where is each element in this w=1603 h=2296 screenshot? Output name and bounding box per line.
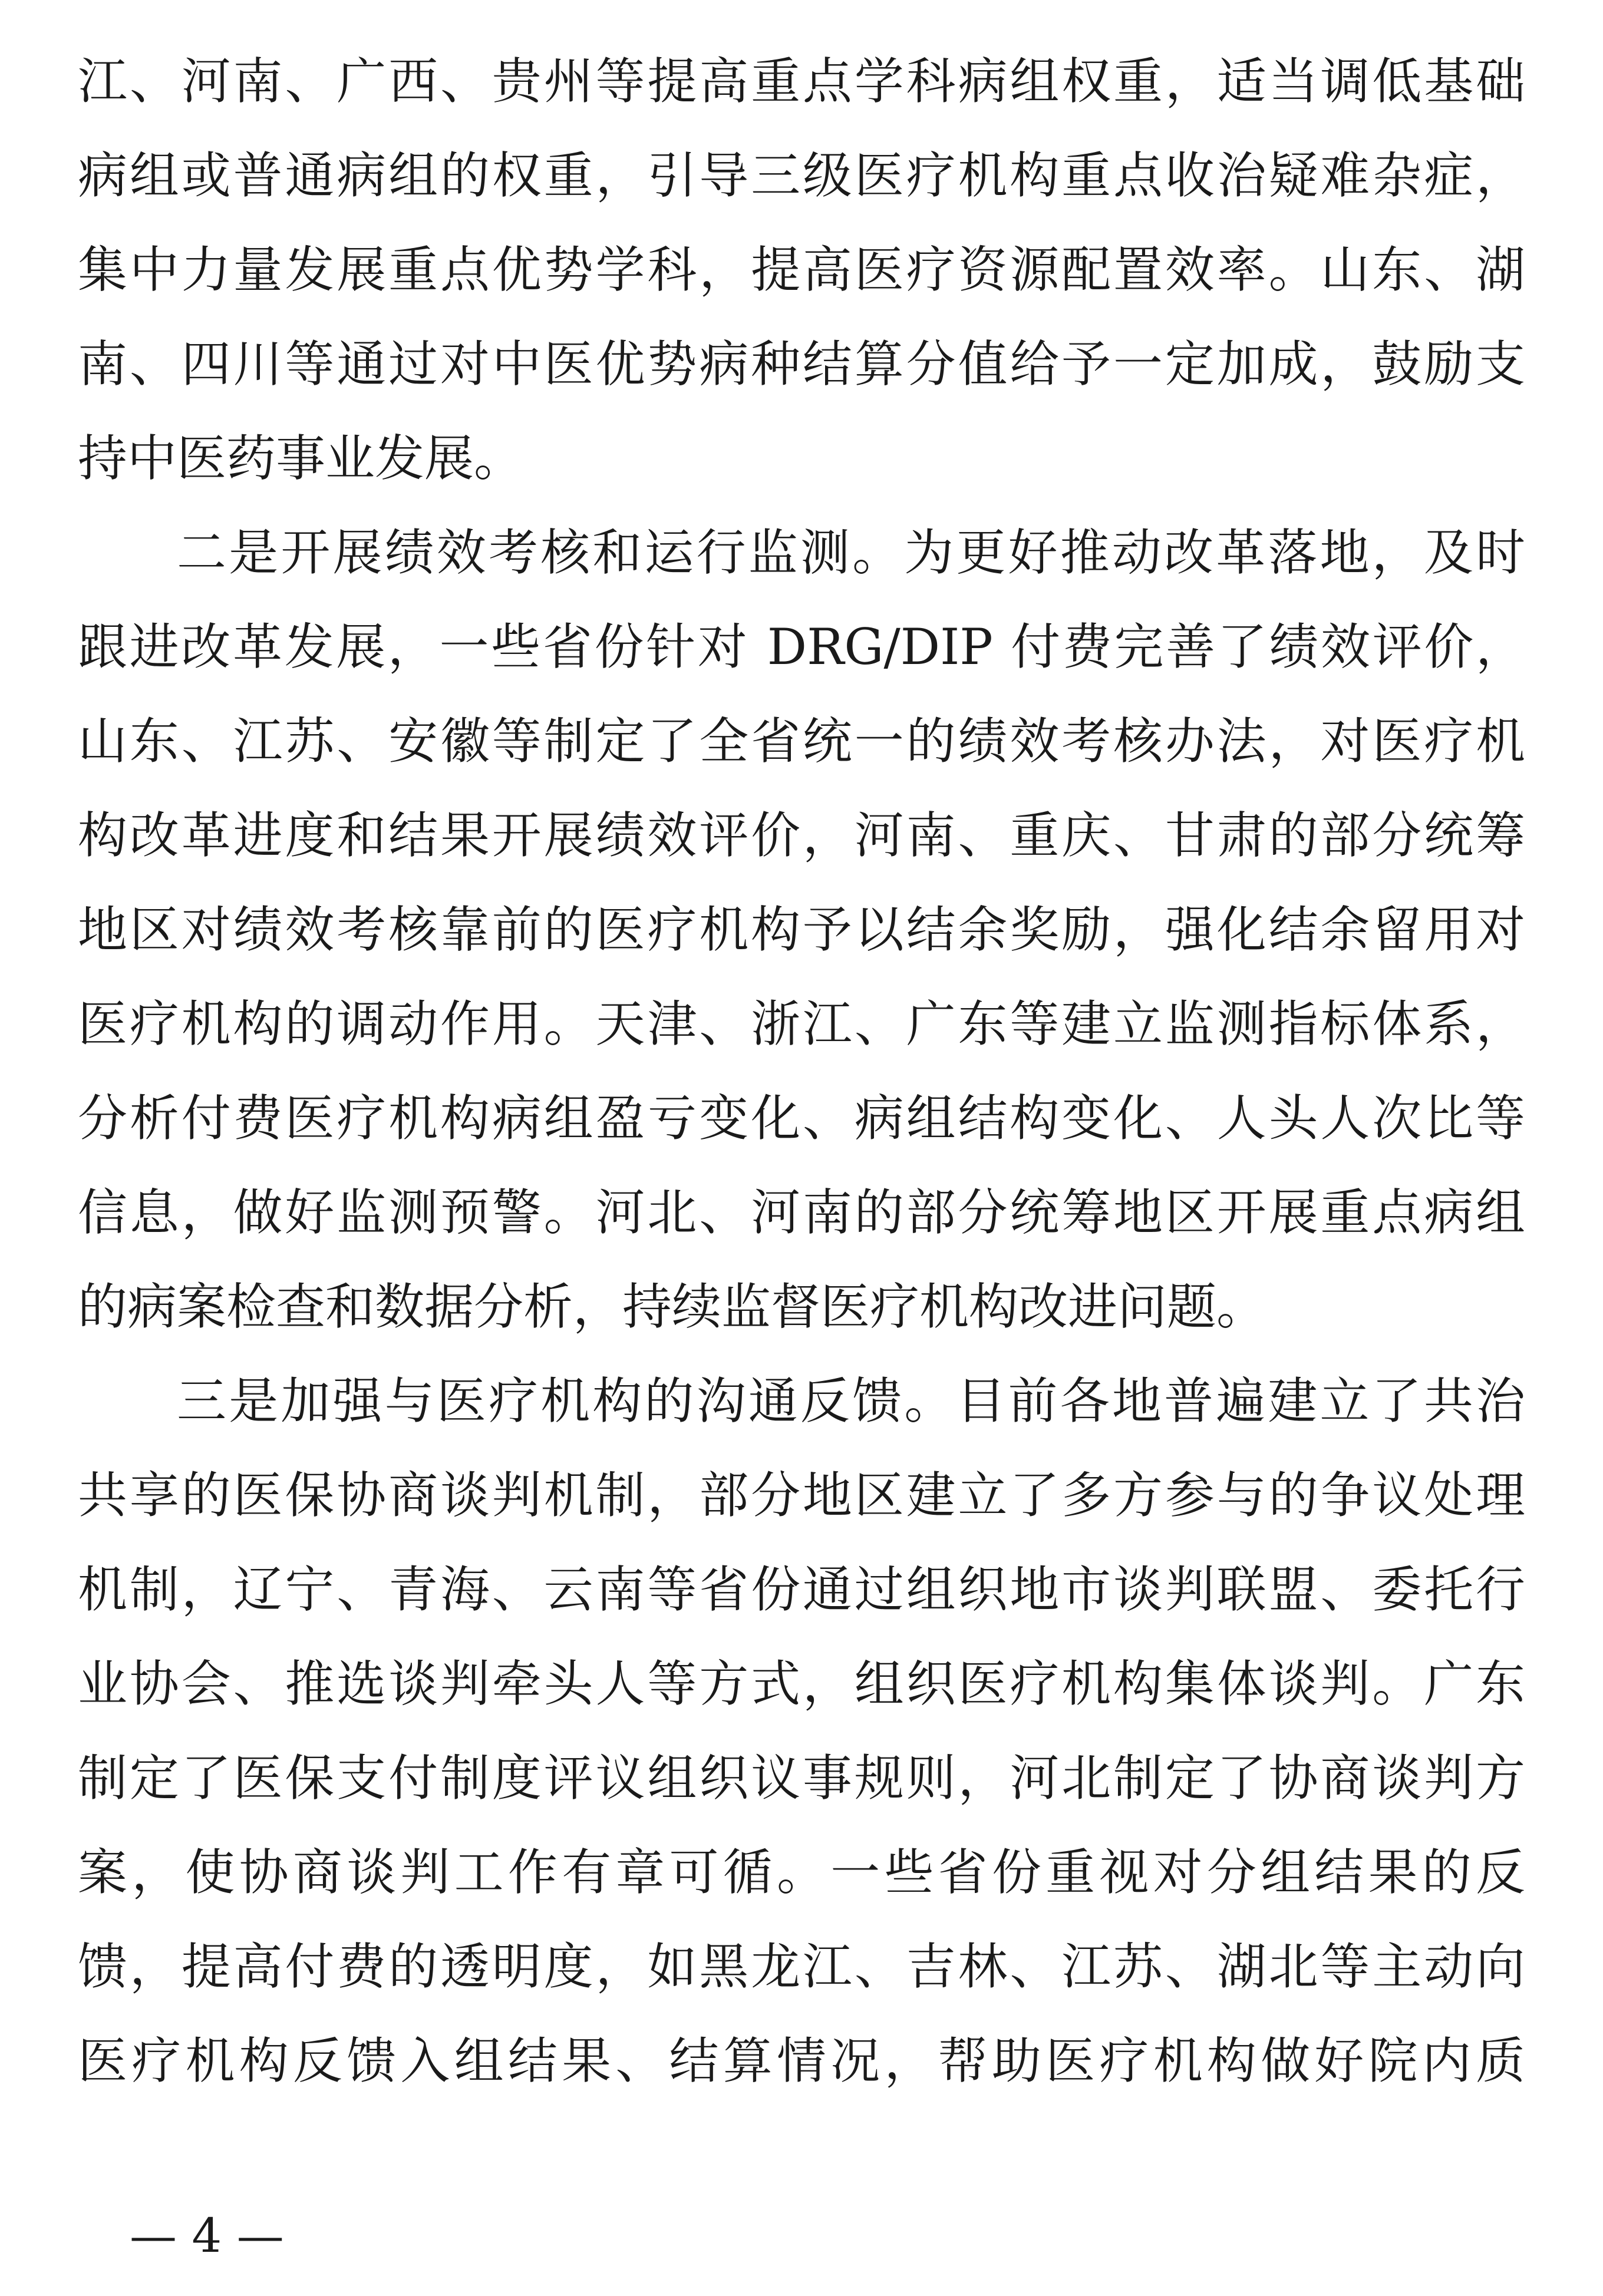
text-line: 案，使协商谈判工作有章可循。一些省份重视对分组结果的反 [78,1844,1525,1901]
text-line: 地区对绩效考核靠前的医疗机构予以结余奖励，强化结余留用对 [78,901,1525,959]
text-line: 信息，做好监测预警。河北、河南的部分统筹地区开展重点病组 [78,1184,1525,1241]
text-line: 制定了医保支付制度评议组织议事规则，河北制定了协商谈判方 [78,1749,1525,1807]
text-line: 二是开展绩效考核和运行监测。为更好推动改革落地，及时 [177,524,1525,582]
text-line: 病组或普通病组的权重，引导三级医疗机构重点收治疑难杂症， [78,147,1525,204]
page-number: — 4 — [130,2208,284,2263]
text-line: 业协会、推选谈判牵头人等方式，组织医疗机构集体谈判。广东 [78,1655,1525,1713]
text-line: 馈，提高付费的透明度，如黑龙江、吉林、江苏、湖北等主动向 [78,1938,1525,1996]
text-line: 的病案检查和数据分析，持续监督医疗机构改进问题。 [78,1278,1266,1336]
text-line: 医疗机构反馈入组结果、结算情况，帮助医疗机构做好院内质 [78,2032,1525,2090]
text-line: 机制，辽宁、青海、云南等省份通过组织地市谈判联盟、委托行 [78,1561,1525,1618]
text-line: 三是加强与医疗机构的沟通反馈。目前各地普遍建立了共治 [177,1372,1525,1430]
text-line: 集中力量发展重点优势学科，提高医疗资源配置效率。山东、湖 [78,241,1525,299]
text-line: 跟进改革发展，一些省份针对 DRG/DIP 付费完善了绩效评价， [78,618,1525,676]
text-line: 分析付费医疗机构病组盈亏变化、病组结构变化、人头人次比等 [78,1089,1525,1147]
text-line: 共享的医保协商谈判机制，部分地区建立了多方参与的争议处理 [78,1466,1525,1524]
text-line: 江、河南、广西、贵州等提高重点学科病组权重，适当调低基础 [78,52,1525,110]
text-line: 南、四川等通过对中医优势病种结算分值给予一定加成，鼓励支 [78,335,1525,393]
text-line: 持中医药事业发展。 [78,430,524,487]
text-line: 山东、江苏、安徽等制定了全省统一的绩效考核办法，对医疗机 [78,712,1525,770]
text-line: 医疗机构的调动作用。天津、浙江、广东等建立监测指标体系， [78,995,1525,1053]
text-line: 构改革进度和结果开展绩效评价，河南、重庆、甘肃的部分统筹 [78,807,1525,864]
